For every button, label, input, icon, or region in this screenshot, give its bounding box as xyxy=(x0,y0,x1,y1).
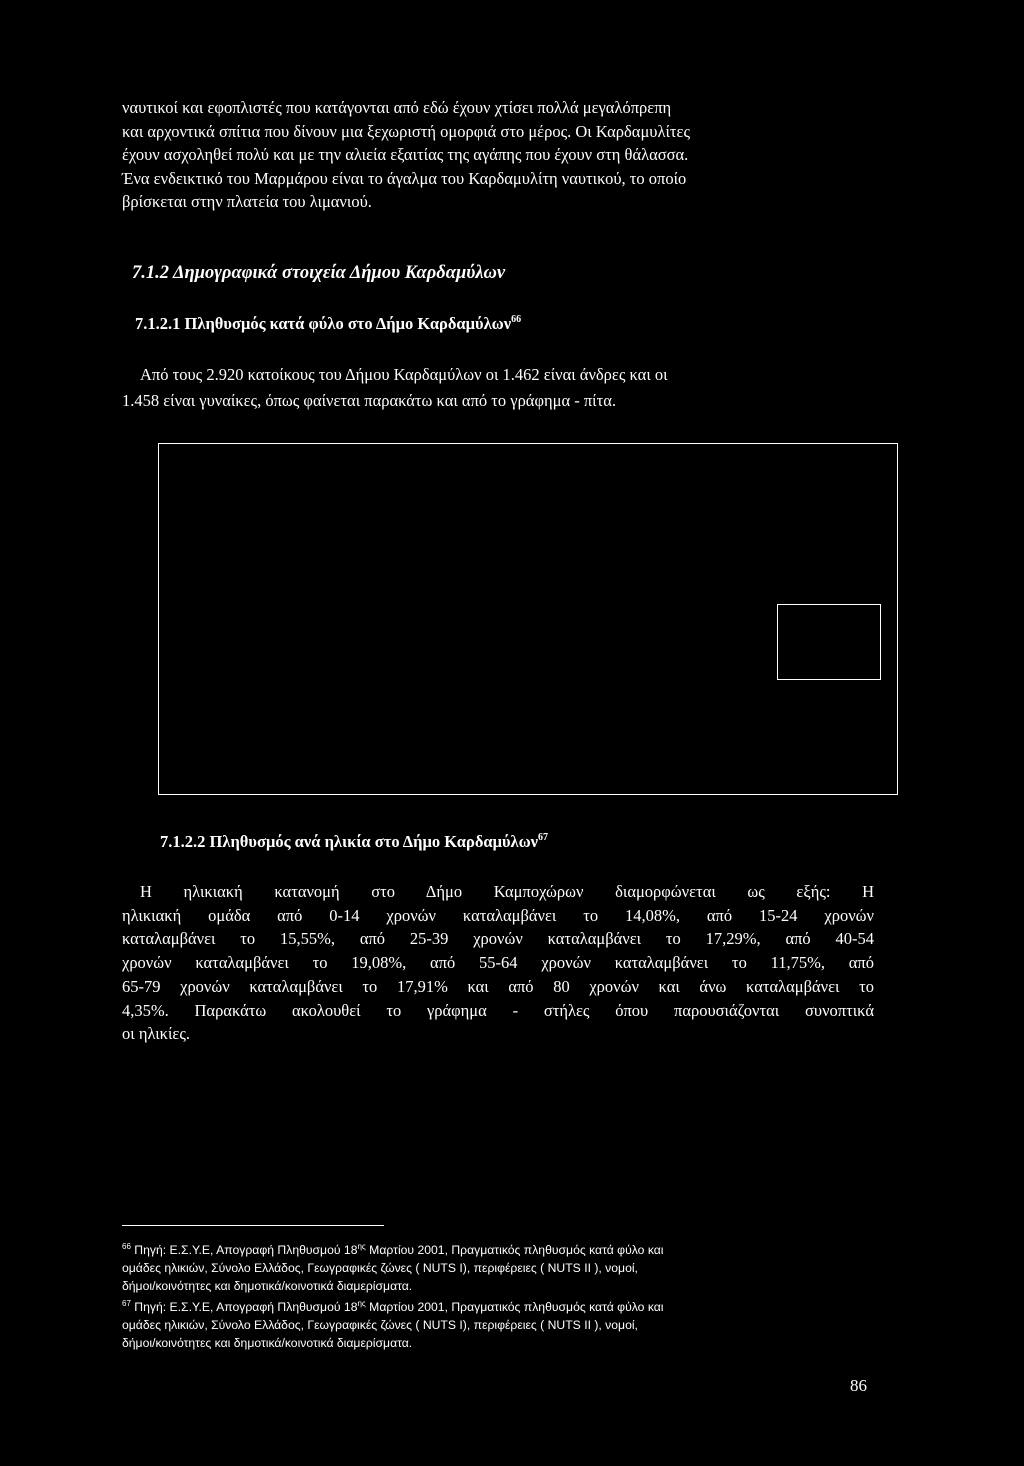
footnote-sup: ης xyxy=(357,1242,366,1251)
intro-line: Ένα ενδεικτικό του Μαρμάρου είναι το άγαλμα του Καρδαμυλίτη ναυτικού, το οποίο xyxy=(122,168,687,188)
chart-legend-box xyxy=(777,604,881,680)
footnote-sup: ης xyxy=(357,1299,366,1309)
footnotes xyxy=(122,1238,874,1353)
intro-line: έχουν ασχοληθεί πολύ και με την αλιεία εξαιτίας της αγάπης που έχουν στη θάλασσα. xyxy=(122,145,689,164)
footnote-divider xyxy=(122,1225,384,1226)
page-number: 86 xyxy=(850,1376,867,1395)
text-line: 1.458 είναι γυναίκες, όπως φαίνεται παρακάτω και από το γράφημα - πίτα. xyxy=(122,391,617,410)
footnote-mark: 67 xyxy=(122,1299,131,1309)
footnote-text: ομάδες ηλικιών, Σύνολο Ελλάδος, Γεωγραφικές ζώνες ( NUTS I), περιφέρειες ( NUTS II ), νομοί, xyxy=(122,1260,638,1275)
footnote-text: ομάδες ηλικιών, Σύνολο Ελλάδος, Γεωγραφικές ζώνες ( NUTS I), περιφέρειες ( NUTS II ), νομοί, xyxy=(122,1318,638,1333)
footnote-text: δήμοι/κοινότητες και δημοτικά/κοινοτικά διαμερίσματα. xyxy=(122,1335,413,1350)
subsection-heading-gender xyxy=(135,314,521,334)
footnote-mark: 66 xyxy=(122,1242,131,1251)
text-line: ηλικιακή ομάδα από 0-14 χρονών καταλαμβάνει το 14,08%, από 15-24 χρονών xyxy=(122,905,874,925)
intro-line: βρίσκεται στην πλατεία του λιμανιού. xyxy=(122,192,372,211)
text-line: 65-79 χρονών καταλαμβάνει το 17,91% και από 80 χρονών και άνω καταλαμβάνει το xyxy=(122,976,874,996)
text-line: Από τους 2.920 κατοίκους του Δήμου Καρδαμύλων οι 1.462 είναι άνδρες και οι xyxy=(140,365,668,384)
footnote-ref-67: 67 xyxy=(538,832,549,843)
text-line: Η ηλικιακή κατανομή στο Δήμο Καμποχώρων διαμορφώνεται ως εξής: Η xyxy=(140,882,874,901)
subsection-heading-age xyxy=(160,832,548,852)
footnote-67 xyxy=(122,1295,874,1317)
footnote-text: Πηγή: Ε.Σ.Υ.Ε, Απογραφή Πληθυσμού 18 xyxy=(134,1243,358,1257)
footnote-text: δήμοι/κοινότητες και δημοτικά/κοινοτικά διαμερίσματα. xyxy=(122,1278,413,1293)
footnote-text: Μαρτίου 2001, Πραγματικός πληθυσμός κατά φύλο και xyxy=(365,1243,664,1257)
subsection-heading-text: 7.1.2.1 Πληθυσμός κατά φύλο στο Δήμο Καρδαμύλων xyxy=(135,314,512,333)
intro-paragraph xyxy=(122,96,874,214)
footnote-text: Μαρτίου 2001, Πραγματικός πληθυσμός κατά φύλο και xyxy=(365,1300,664,1315)
text-line: χρονών καταλαμβάνει το 19,08%, από 55-64 χρονών καταλαμβάνει το 11,75%, από xyxy=(122,953,874,973)
section-heading: 7.1.2 Δημογραφικά στοιχεία Δήμου Καρδαμύλων xyxy=(132,263,506,283)
population-gender-text xyxy=(122,362,874,414)
intro-line: ναυτικοί και εφοπλιστές που κατάγονται από εδώ έχουν χτίσει πολλά μεγαλόπρεπη xyxy=(122,98,672,117)
text-line: οι ηλικίες. xyxy=(122,1024,191,1044)
footnote-ref-66: 66 xyxy=(511,314,522,325)
footnote-text: Πηγή: Ε.Σ.Υ.Ε, Απογραφή Πληθυσμού 18 xyxy=(134,1300,358,1315)
age-distribution-paragraph xyxy=(122,880,874,1046)
intro-line: και αρχοντικά σπίτια που δίνουν μια ξεχωριστή ομορφιά στο μέρος. Οι Καρδαμυλίτες xyxy=(122,121,690,141)
text-line: 4,35%. Παρακάτω ακολουθεί το γράφημα - στήλες όπου παρουσιάζονται συνοπτικά xyxy=(122,1000,874,1020)
subsection-heading-text: 7.1.2.2 Πληθυσμός ανά ηλικία στο Δήμο Καρδαμύλων xyxy=(160,832,539,851)
footnote-66 xyxy=(122,1238,874,1260)
text-line: καταλαμβάνει το 15,55%, από 25-39 χρονών καταλαμβάνει το 17,29%, από 40-54 xyxy=(122,929,874,949)
